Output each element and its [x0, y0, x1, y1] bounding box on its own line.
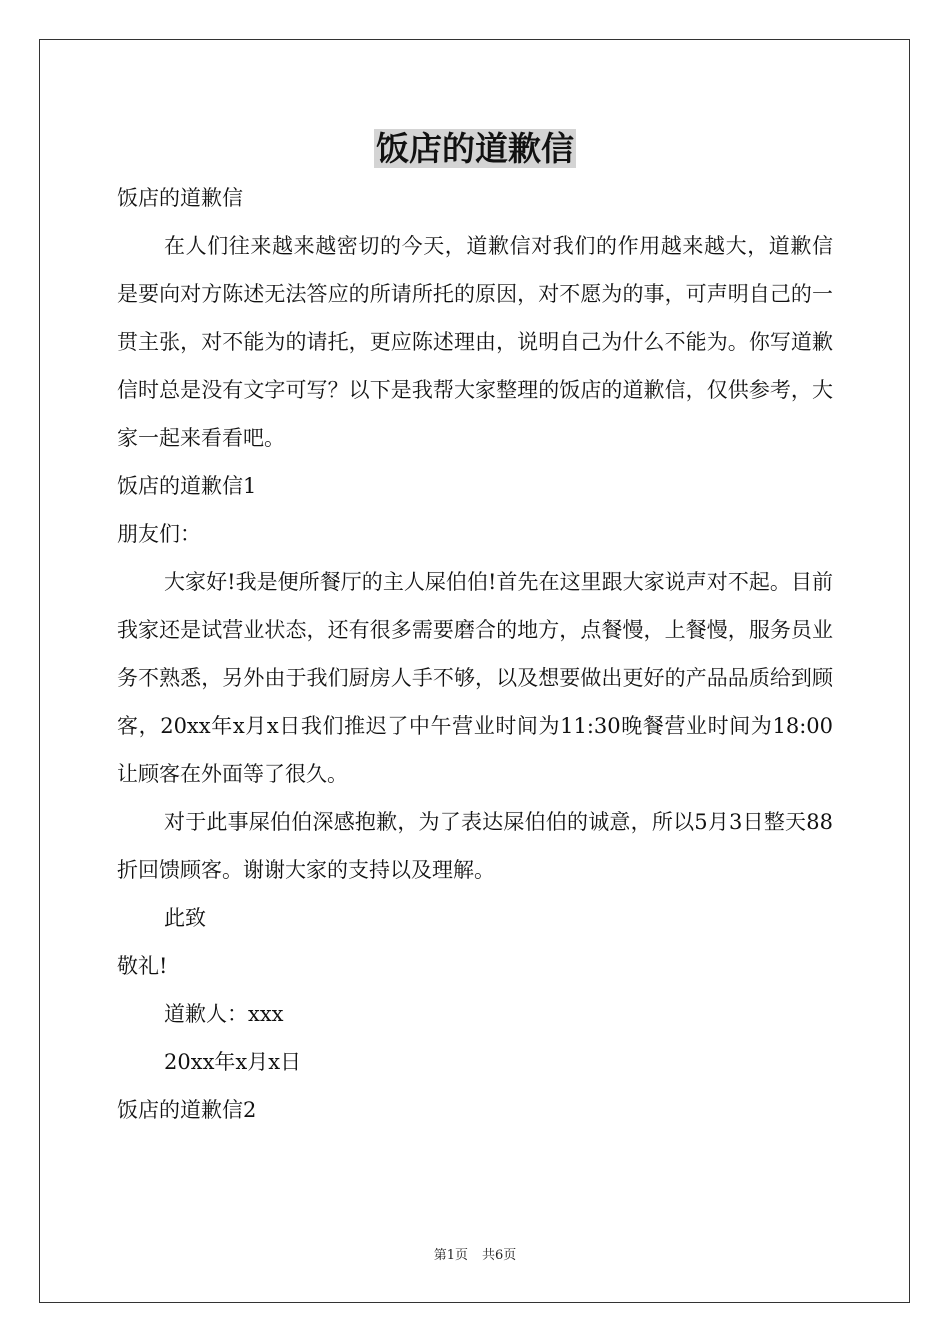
- paragraph-regards: 敬礼!: [117, 954, 168, 978]
- paragraph-intro: 在人们往来越来越密切的今天，道歉信对我们的作用越来越大，道歉信是要向对方陈述无法答应的所请所托的原因，对不愿为的事，可声明自己的一贯主张，对不能为的请托，更应陈述理由，说明自己为什么不能为。你写道歉信时总是没有文字可写？以下是我帮大家整理的饭店的道歉信，仅供参考，大家一起来看看吧。: [117, 234, 833, 450]
- page-number: 第1页: [433, 1248, 468, 1263]
- page-footer: [0, 1247, 950, 1265]
- page-total: 共6页: [482, 1248, 517, 1263]
- paragraph-letter1-heading: 饭店的道歉信1: [117, 474, 257, 498]
- paragraph-closing: 此致: [164, 906, 206, 930]
- document-body: [117, 174, 833, 1134]
- paragraph-date: 20xx年x月x日: [164, 1050, 302, 1074]
- paragraph-signature: 道歉人：xxx: [164, 1002, 284, 1026]
- paragraph-letter2-heading: 饭店的道歉信2: [117, 1098, 257, 1122]
- paragraph-body-2: 对于此事屎伯伯深感抱歉，为了表达屎伯伯的诚意，所以5月3日整天88折回馈顾客。谢谢大家的支持以及理解。: [117, 810, 833, 882]
- paragraph-body-1: 大家好!我是便所餐厅的主人屎伯伯!首先在这里跟大家说声对不起。目前我家还是试营业状态，还有很多需要磨合的地方，点餐慢，上餐慢，服务员业务不熟悉，另外由于我们厨房人手不够，以及想要做出更好的产品品质给到顾客，20xx年x月x日我们推迟了中午营业时间为11:30晚餐营业时间为18:00让顾客在外面等了很久。: [117, 570, 833, 786]
- document-title-text: 饭店的道歉信: [376, 129, 574, 168]
- paragraph-salutation: 朋友们：: [117, 522, 201, 546]
- paragraph-heading: 饭店的道歉信: [117, 186, 243, 210]
- document-title: [0, 126, 950, 172]
